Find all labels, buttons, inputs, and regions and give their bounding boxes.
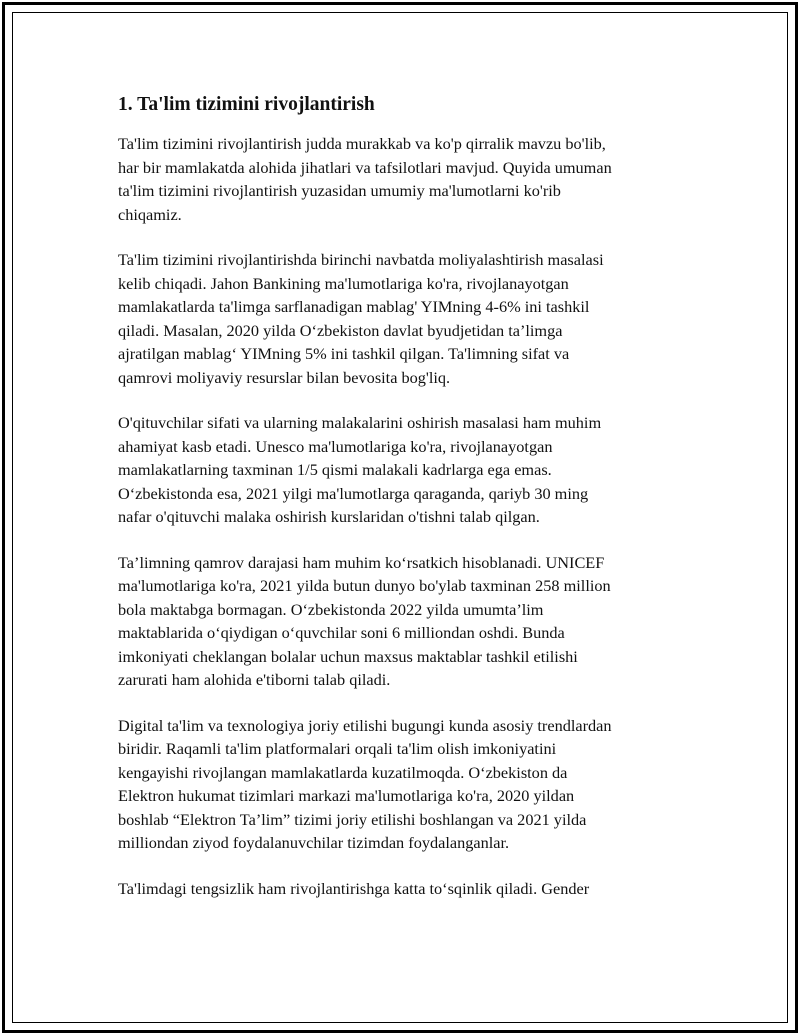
paragraph-line: ta'lim tizimini rivojlantirish yuzasidan umumiy ma'lumotlarni ko'rib	[118, 181, 561, 200]
paragraph-line: ajratilgan mablag‘ YIMning 5% ini tashkil qilgan. Ta'limning sifat va	[118, 344, 570, 363]
paragraph-line: boshlab “Elektron Ta’lim” tizimi joriy etilishi boshlangan va 2021 yilda	[118, 809, 587, 829]
paragraph-line: O'qituvchilar sifati va ularning malakalarini oshirish masalasi ham muhim	[118, 413, 602, 432]
paragraph-line: Elektron hukumat tizimlari markazi ma'lumotlariga ko'ra, 2020 yildan	[118, 786, 575, 805]
paragraph-line: bola maktabga bormagan. O‘zbekistonda 2022 yilda umumta’lim	[118, 599, 544, 619]
paragraph-line: nafar o'qituvchi malaka oshirish kurslaridan o'tishni talab qilgan.	[118, 507, 540, 526]
paragraph-line: ma'lumotlariga ko'ra, 2021 yilda butun dunyo bo'ylab taxminan 258 million	[118, 576, 611, 595]
paragraph-line: maktablarida o‘qiydigan o‘quvchilar soni 6 milliondan oshdi. Bunda	[118, 623, 565, 642]
paragraph-line: qamrovi moliyaviy resurslar bilan bevosita bog'liq.	[118, 367, 451, 387]
paragraph-line: mamlakatlarning taxminan 1/5 qismi malakali kadrlarga ega emas.	[118, 460, 552, 479]
paragraph-line: mamlakatlarda ta'limga sarflanadigan mablag' YIMning 4-6% ini tashkil	[118, 297, 590, 316]
paragraph-line: milliondan ziyod foydalanuvchilar tizimdan foydalanganlar.	[118, 833, 510, 852]
paragraph-line: Ta'limdagi tengsizlik ham rivojlantirishga katta to‘sqinlik qiladi. Gender	[118, 878, 590, 898]
section-title: 1. Ta'lim tizimini rivojlantirish	[118, 94, 375, 115]
paragraph-line: biridir. Raqamli ta'lim platformalari orqali ta'lim olish imkoniyatini	[118, 739, 557, 758]
paragraph-4	[118, 551, 678, 692]
paragraph-line: zarurati ham alohida e'tiborni talab qiladi.	[118, 670, 391, 689]
paragraph-line: O‘zbekistonda esa, 2021 yilgi ma'lumotlarga qaraganda, qariyb 30 ming	[118, 483, 589, 503]
paragraph-line: kelib chiqadi. Jahon Bankining ma'lumotlariga ko'ra, rivojlanayotgan	[118, 273, 569, 293]
paragraph-1	[118, 132, 678, 226]
paragraph-line: imkoniyati cheklangan bolalar uchun maxsus maktablar tashkil etilishi	[118, 646, 578, 666]
paragraph-line: chiqamiz.	[118, 204, 182, 224]
paragraph-3	[118, 411, 678, 529]
paragraph-5	[118, 714, 678, 855]
paragraph-2	[118, 248, 678, 389]
paragraph-line: kengayishi rivojlangan mamlakatlarda kuzatilmoqda. O‘zbekiston da	[118, 762, 568, 782]
paragraph-line: Ta'lim tizimini rivojlantirish judda murakkab va ko'p qirralik mavzu bo'lib,	[118, 134, 606, 153]
paragraph-line: Ta’limning qamrov darajasi ham muhim ko‘rsatkich hisoblanadi. UNICEF	[118, 552, 605, 572]
paragraph-line: Ta'lim tizimini rivojlantirishda birinchi navbatda moliyalashtirish masalasi	[118, 250, 604, 269]
paragraph-line: Digital ta'lim va texnologiya joriy etilishi bugungi kunda asosiy trendlardan	[118, 715, 612, 735]
paragraph-line: qiladi. Masalan, 2020 yilda O‘zbekiston davlat byudjetidan ta’limga	[118, 320, 563, 340]
paragraph-line: ahamiyat kasb etadi. Unesco ma'lumotlariga ko'ra, rivojlanayotgan	[118, 436, 553, 456]
paragraph-6	[118, 877, 678, 901]
document-body	[118, 92, 678, 922]
paragraph-line: har bir mamlakatda alohida jihatlari va tafsilotlari mavjud. Quyida umuman	[118, 157, 612, 177]
